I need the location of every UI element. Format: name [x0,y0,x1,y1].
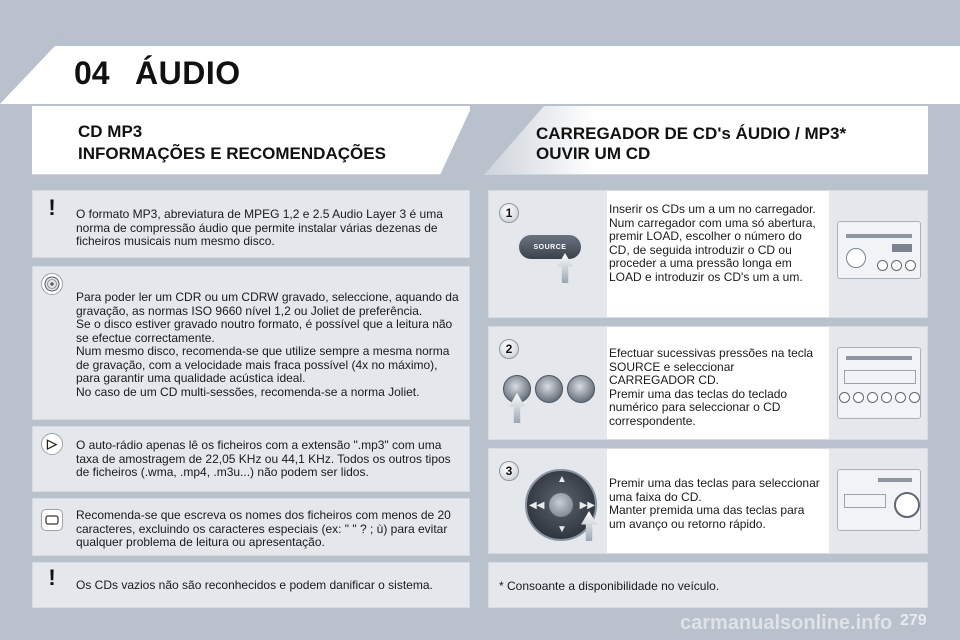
step-3-illustration [489,449,607,553]
play-icon: ▷ [41,433,63,455]
step-1-line-1: Inserir os CDs um a um no carregador. [609,202,816,216]
source-button-illustration: SOURCE [519,235,581,259]
exclamation-icon: ! [48,195,56,220]
right-section-title-line1: CARREGADOR DE CD's ÁUDIO / MP3* [536,124,847,143]
step-1-line-2: Num carregador com uma só abertura, premir LOAD, escolher o número do CD, de seguida introduzir o CD ou proceder a uma pressão longa em LOAD e introduzir os CD's um a um. [609,215,816,284]
left-section-title-line1: CD MP3 [78,122,143,141]
step-1-illustration [489,191,607,317]
chapter-title: ÁUDIO [135,55,241,91]
step-2-line-2: Premir uma das teclas do teclado numérico para seleccionar o CD correspondente. [609,386,788,428]
step-3-box [488,448,928,554]
info-box-file-names [32,498,470,556]
watermark: carmanualsonline.info [680,612,893,634]
radio-thumbnail [829,327,927,439]
info-text-mp3-format: O formato MP3, abreviatura de MPEG 1,2 e 2.5 Audio Layer 3 é uma norma de compressão áudio que permite instalar várias dezenas de ficheiros musicais num mesmo disco. [76,207,443,248]
step-number: 3 [499,461,519,481]
disc-icon [41,273,63,295]
info-text-cdr-recording [76,291,461,399]
step-3-text [609,477,821,531]
radio-thumbnail [829,449,927,553]
cdr-line-4: No caso de um CD multi-sessões, recomenda-se a norma Joliet. [76,384,420,399]
preset-keys-icon [838,392,920,403]
left-section-header [32,106,470,175]
radio-unit-icon [837,347,921,419]
radio-unit-icon [837,469,921,531]
info-box-mp3-format [32,190,470,258]
cdr-line-2: Se o disco estiver gravado noutro formato, é possível que a leitura não se efectue correctamente. [76,317,453,345]
step-1-text [609,203,821,284]
left-section-title-line2: INFORMAÇÕES E RECOMENDAÇÕES [78,144,386,163]
rewind-icon: ◀◀ [529,500,545,511]
info-text-empty-cds: Os CDs vazios não são reconhecidos e podem danificar o sistema. [76,578,433,592]
right-section-header [484,106,928,175]
step-2-box [488,326,928,440]
cdr-line-3: Num mesmo disco, recomenda-se que utilize sempre a mesma norma de gravação, com a velocidade mais fraca possível (4x no máximo), para garantir uma qualidade acústica ideal. [76,344,450,385]
step-1-box [488,190,928,318]
step-2-illustration [489,327,607,439]
exclamation-icon: ! [48,565,56,590]
info-box-cdr-recording [32,266,470,420]
step-2-line-1: Efectuar sucessivas pressões na tecla SOURCE e seleccionar CARREGADOR CD. [609,346,814,387]
step-3-line-1: Premir uma das teclas para seleccionar uma faixa do CD. [609,476,820,504]
numeric-key-icon [567,375,595,403]
right-section-title-line2: OUVIR UM CD [536,144,651,163]
function-keys-icon [844,370,916,384]
info-box-file-extensions [32,426,470,492]
numeric-key-icon [535,375,563,403]
page-number: 279 [900,612,927,629]
info-text-file-extensions: O auto-rádio apenas lê os ficheiros com a extensão ".mp3" com uma taxa de amostragem de 22,05 KHz ou 44,1 KHz. Todos os outros tipos de ficheiros (.wma, .mp4, .m3u...) não podem ser lidos. [76,438,451,479]
footnote: * Consoante a disponibilidade no veículo. [499,579,720,593]
info-text-file-names: Recomenda-se que escreva os nomes dos ficheiros com menos de 20 caracteres, excluindo os caracteres especiais (ex: " " ? ; ù) para evitar qualquer problema de leitura ou apresentação. [76,508,451,549]
display-slot-icon [878,478,912,482]
step-2-text [609,347,821,428]
cdr-line-1: Para poder ler um CDR ou um CDRW gravado, seleccione, aquando da gravação, as normas ISO 9660 nível 1,2 ou Joliet de preferência. [76,290,459,318]
function-keys-icon [844,494,886,508]
dpad-center-icon [549,493,573,517]
dpad-mini-icon [894,492,920,518]
source-key-icon [892,244,912,252]
radio-thumbnail [829,191,927,317]
step-number: 1 [499,203,519,223]
cd-slot-icon [846,234,912,238]
cd-slot-icon [846,356,912,360]
footnote-box [488,562,928,608]
step-3-line-2: Manter premida uma das teclas para um avanço ou retorno rápido. [609,503,805,531]
radio-unit-icon [837,221,921,279]
arrow-down-icon: ▼ [557,524,567,535]
preset-keys-icon [872,260,920,271]
fast-forward-icon: ▶▶ [579,500,595,511]
arrow-up-icon: ▲ [557,474,567,485]
volume-knob-icon [846,248,866,268]
chapter-number: 04 [74,55,110,91]
step-number: 2 [499,339,519,359]
info-box-empty-cds [32,562,470,608]
display-icon [41,509,63,531]
